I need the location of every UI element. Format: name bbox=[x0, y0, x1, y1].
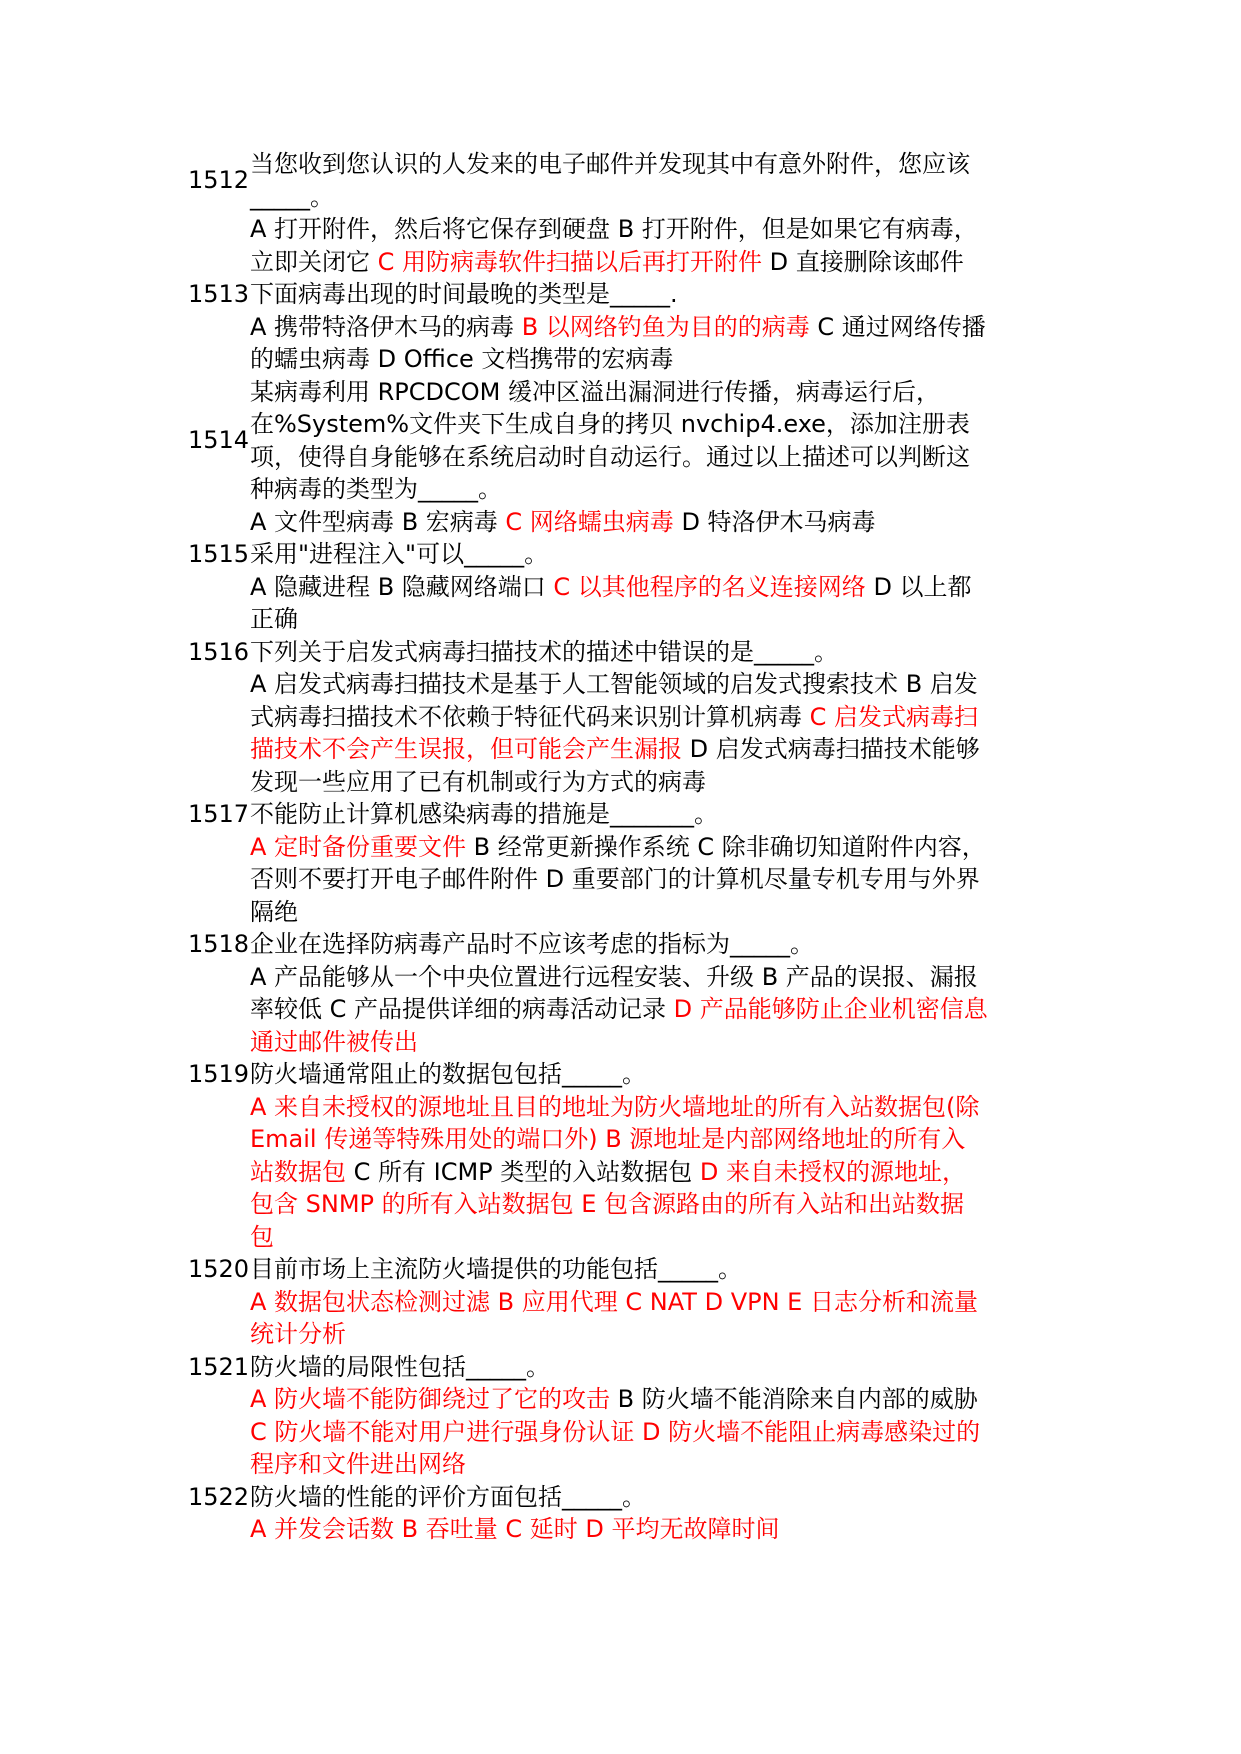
question-row bbox=[188, 1481, 988, 1514]
question-number: 1519 bbox=[188, 1060, 250, 1088]
answer-option-text: C 产品提供详细的病毒活动记录 bbox=[329, 995, 674, 1023]
correct-answer-text: C 启发式病毒扫描技术不会产生误报，但可能会产生漏报 bbox=[250, 702, 979, 763]
correct-answer-text: D 产品能够防止企业机密信息通过邮件被传出 bbox=[250, 995, 988, 1056]
answer-option-text: B 防火墙不能消除来自内部的威胁 bbox=[610, 1385, 978, 1413]
question-text: 企业在选择防病毒产品时不应该考虑的指标为_____。 bbox=[250, 930, 814, 958]
question-text: 采用"进程注入"可以_____。 bbox=[250, 540, 549, 568]
question-row bbox=[188, 1351, 988, 1384]
question-block bbox=[188, 798, 988, 928]
question-number: 1513 bbox=[188, 280, 250, 308]
answer-option-text: C 通过网络传播的蠕虫病毒 bbox=[250, 312, 986, 373]
question-text: 目前市场上主流防火墙提供的功能包括_____。 bbox=[250, 1255, 742, 1283]
correct-answer-text: C 用防病毒软件扫描以后再打开附件 bbox=[377, 247, 763, 276]
correct-answer-text: A 定时备份重要文件 bbox=[250, 832, 467, 861]
answer-option-text: B 隐藏网络端口 bbox=[377, 572, 554, 601]
answer-options bbox=[250, 506, 988, 539]
answer-options bbox=[250, 1091, 988, 1254]
question-block bbox=[188, 376, 988, 539]
question-number: 1521 bbox=[188, 1352, 250, 1381]
answer-options bbox=[250, 961, 988, 1059]
answer-options bbox=[250, 668, 988, 798]
answer-option-text: D 以上都正确 bbox=[250, 572, 972, 633]
question-row bbox=[188, 1058, 988, 1091]
answer-options bbox=[250, 1286, 988, 1351]
question-number: 1517 bbox=[188, 800, 250, 828]
answer-option-text: A 携带特洛伊木马的病毒 bbox=[250, 312, 522, 341]
question-row bbox=[188, 538, 988, 571]
answer-option-text: D 启发式病毒扫描技术能够发现一些应用了已有机制或行为方式的病毒 bbox=[250, 735, 980, 796]
answer-option-text: B 产品的误报、漏报率较低 bbox=[250, 962, 978, 1023]
question-block bbox=[188, 1058, 988, 1253]
question-text: 防火墙的局限性包括_____。 bbox=[250, 1352, 550, 1381]
answer-option-text: A 文件型病毒 bbox=[250, 507, 402, 536]
question-block bbox=[188, 928, 988, 1058]
question-text: 防火墙的性能的评价方面包括_____。 bbox=[250, 1482, 646, 1511]
correct-answer-text: A 数据包状态检测过滤 B 应用代理 C NAT D VPN E 日志分析和流量统计分析 bbox=[250, 1287, 978, 1348]
question-number: 1520 bbox=[188, 1255, 250, 1283]
question-block bbox=[188, 1481, 988, 1546]
question-block bbox=[188, 538, 988, 636]
question-number: 1516 bbox=[188, 637, 250, 666]
correct-answer-text: C 网络蠕虫病毒 bbox=[505, 507, 674, 536]
question-row bbox=[188, 1253, 988, 1286]
question-row bbox=[188, 278, 988, 311]
question-block bbox=[188, 636, 988, 799]
answer-options bbox=[250, 571, 988, 636]
question-text: 下列关于启发式病毒扫描技术的描述中错误的是_____。 bbox=[250, 637, 838, 666]
question-row bbox=[188, 376, 988, 506]
question-number: 1522 bbox=[188, 1482, 250, 1511]
question-row bbox=[188, 798, 988, 831]
correct-answer-text: B 以网络钓鱼为目的的病毒 bbox=[521, 312, 810, 341]
correct-answer-text: C 防火墙不能对用户进行强身份认证 D 防火墙不能阻止病毒感染过的程序和文件进出网络 bbox=[250, 1417, 981, 1478]
question-block bbox=[188, 278, 988, 376]
question-list bbox=[188, 148, 988, 1546]
correct-answer-text: A 并发会话数 B 吞吐量 C 延时 D 平均无故障时间 bbox=[250, 1515, 780, 1543]
answer-options bbox=[250, 213, 988, 278]
correct-answer-text: C 以其他程序的名义连接网络 bbox=[553, 572, 866, 601]
answer-option-text: C 除非确切知道附件内容，否则不要打开电子邮件附件 bbox=[250, 832, 986, 893]
answer-options bbox=[250, 1513, 988, 1546]
answer-option-text: A 隐藏进程 bbox=[250, 572, 378, 601]
answer-option-text: B 启发式病毒扫描技术不依赖于特征代码来识别计算机病毒 bbox=[250, 670, 978, 731]
correct-answer-text: A 防火墙不能防御绕过了它的攻击 bbox=[250, 1385, 611, 1413]
answer-options bbox=[250, 311, 988, 376]
answer-option-text: A 启发式病毒扫描技术是基于人工智能领域的启发式搜索技术 bbox=[250, 670, 906, 698]
answer-option-text: D 直接删除该邮件 bbox=[762, 247, 964, 276]
question-text: 下面病毒出现的时间最晚的类型是_____. bbox=[250, 280, 678, 308]
answer-option-text: B 打开附件，但是如果它有病毒，立即关闭它 bbox=[250, 215, 978, 276]
question-text: 防火墙通常阻止的数据包包括_____。 bbox=[250, 1060, 646, 1088]
answer-option-text: A 产品能够从一个中央位置进行远程安装、升级 bbox=[250, 962, 762, 991]
question-number: 1515 bbox=[188, 540, 250, 568]
answer-option-text: D 特洛伊木马病毒 bbox=[673, 507, 876, 536]
question-row bbox=[188, 928, 988, 961]
question-block bbox=[188, 1351, 988, 1481]
correct-answer-text: D 来自未授权的源地址，包含 SNMP 的所有入站数据包 E 包含源路由的所有入站和出站数据包 bbox=[250, 1157, 967, 1251]
question-row bbox=[188, 636, 988, 669]
question-block bbox=[188, 1253, 988, 1351]
question-text: 当您收到您认识的人发来的电子邮件并发现其中有意外附件，您应该_____。 bbox=[250, 150, 970, 211]
question-text: 不能防止计算机感染病毒的措施是_______。 bbox=[250, 800, 718, 828]
correct-answer-text: A 来自未授权的源地址且目的地址为防火墙地址的所有入站数据包(除 Email 传递等特殊用处的端口外) B 源地址是内部网络地址的所有入站数据包 bbox=[250, 1092, 980, 1186]
question-number: 1514 bbox=[188, 426, 250, 455]
answer-option-text: C 所有 ICMP 类型的入站数据包 bbox=[346, 1157, 700, 1186]
question-row bbox=[188, 148, 988, 213]
answer-option-text: B 经常更新操作系统 bbox=[466, 832, 698, 861]
question-number: 1518 bbox=[188, 930, 250, 958]
answer-option-text: D Office 文档携带的宏病毒 bbox=[377, 345, 674, 373]
answer-options bbox=[250, 831, 988, 929]
answer-option-text: A 打开附件，然后将它保存到硬盘 bbox=[250, 215, 618, 243]
question-text: 某病毒利用 RPCDCOM 缓冲区溢出漏洞进行传播，病毒运行后，在%System%文件夹下生成自身的拷贝 nvchip4.exe，添加注册表项，使得自身能够在系统启动时自动运行。通过以上描述可以判断这种病毒的类型为_____。 bbox=[250, 377, 970, 503]
answer-options bbox=[250, 1383, 988, 1481]
answer-option-text: D 重要部门的计算机尽量专机专用与外界隔绝 bbox=[250, 865, 980, 926]
question-block bbox=[188, 148, 988, 278]
question-number: 1512 bbox=[188, 166, 250, 195]
answer-option-text: B 宏病毒 bbox=[401, 507, 506, 536]
